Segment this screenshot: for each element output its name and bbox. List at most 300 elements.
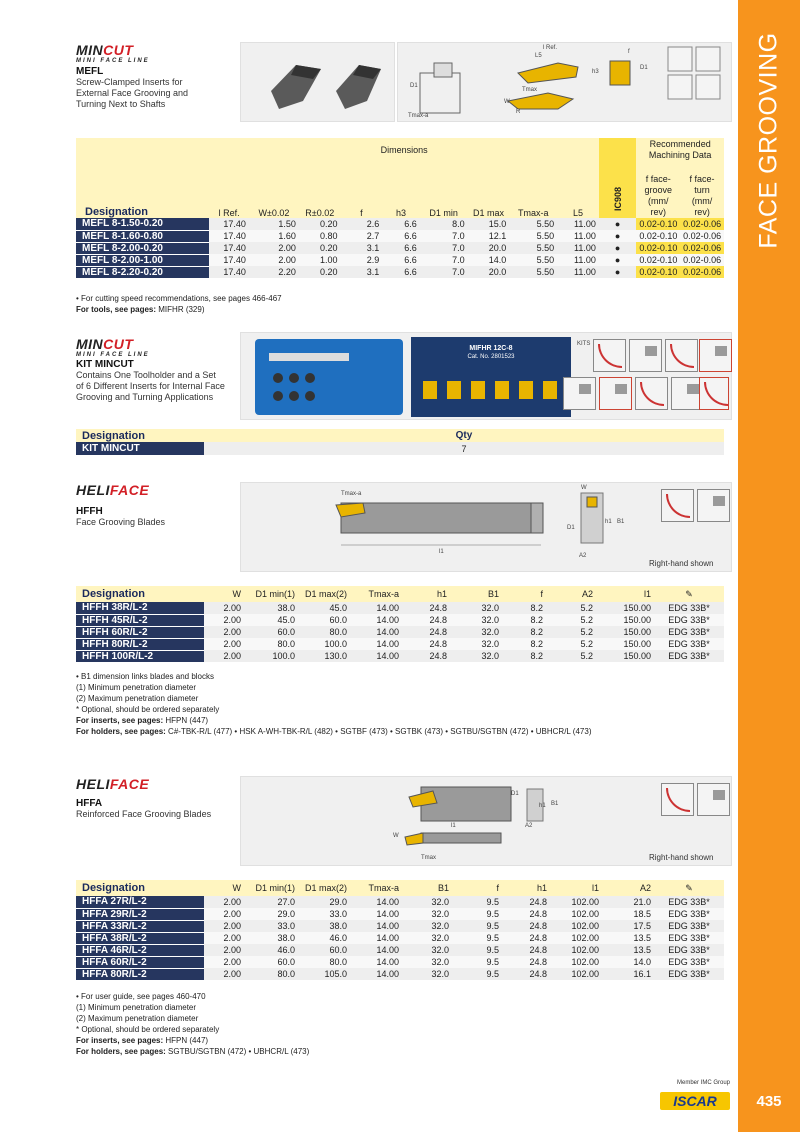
table-cell: 0.02-0.10 [636, 218, 680, 230]
table-cell: 80.0 [298, 626, 350, 638]
table-cell: 38.0 [244, 602, 298, 614]
table-cell: 0.20 [299, 218, 341, 230]
table-cell: 9.5 [452, 956, 502, 968]
table-cell: 105.0 [298, 968, 350, 980]
table-cell: 0.02-0.10 [636, 230, 680, 242]
table-cell: 7.0 [420, 230, 468, 242]
table-cell: 102.00 [550, 956, 602, 968]
dim-label: W [393, 833, 399, 839]
table-cell: 14.00 [350, 638, 402, 650]
table-cell: 0.02-0.06 [680, 254, 724, 266]
col-header: D1 min(1) [244, 586, 298, 602]
table-cell: 8.2 [502, 602, 546, 614]
table-row-designation: HFFH 80R/L-2 [76, 638, 204, 650]
table-cell: 150.00 [596, 638, 654, 650]
dimension-drawing-icon [398, 43, 733, 123]
mefl-dimension-drawing [397, 42, 732, 122]
table-row-designation: HFFH 60R/L-2 [76, 626, 204, 638]
table-cell: 5.50 [509, 254, 557, 266]
table-row-designation: HFFA 46R/L-2 [76, 944, 204, 956]
mefl-notes: • For cutting speed recommendations, see pages 466-467 For tools, see pages: MIFHR (329) [76, 294, 282, 314]
section-title: FACE GROOVING [754, 31, 783, 249]
col-header: D1 min(1) [244, 880, 298, 896]
table-cell: 14.00 [350, 614, 402, 626]
table-cell: 24.8 [502, 920, 550, 932]
insert-photo-icon [241, 43, 396, 123]
table-cell: 32.0 [402, 968, 452, 980]
table-cell: 5.2 [546, 638, 596, 650]
table-cell: EDG 33B* [654, 956, 724, 968]
grade-header: IC908 [599, 138, 637, 218]
designation-header: Designation [76, 880, 204, 896]
dim-label: f [628, 49, 630, 55]
feed-groove-header: f face- groove (mm/ rev) [636, 162, 680, 218]
table-cell: 13.5 [602, 932, 654, 944]
dim-label: l1 [439, 549, 444, 555]
table-cell: 2.7 [341, 230, 383, 242]
table-cell: 24.8 [502, 956, 550, 968]
dim-label: h1 [605, 519, 612, 525]
product-code-hffh: HFFH [76, 506, 103, 517]
col-header: h1 [402, 586, 450, 602]
hffa-spec-table [76, 880, 724, 981]
table-cell: 2.00 [204, 932, 244, 944]
table-cell: 32.0 [402, 956, 452, 968]
hffa-drawing [240, 776, 732, 866]
application-icon [665, 339, 698, 372]
table-cell: 7.0 [420, 242, 468, 254]
table-cell: 5.50 [509, 266, 557, 278]
application-icon [661, 783, 694, 816]
table-cell: 0.02-0.06 [680, 242, 724, 254]
table-cell: 80.0 [244, 968, 298, 980]
heliface-logo: HELIFACE [76, 482, 150, 498]
mincut-logo: MINCUT MINI FACE LINE [76, 336, 150, 358]
application-icon [697, 489, 730, 522]
table-cell: ● [599, 230, 637, 242]
table-cell: 102.00 [550, 920, 602, 932]
dim-label: h1 [539, 803, 546, 809]
table-cell: 60.0 [244, 626, 298, 638]
table-cell: 24.8 [402, 638, 450, 650]
table-cell: EDG 33B* [654, 638, 724, 650]
qty-header: Qty [204, 429, 724, 442]
table-cell: 102.00 [550, 968, 602, 980]
table-cell: EDG 33B* [654, 908, 724, 920]
table-cell: 14.00 [350, 650, 402, 662]
table-cell: 80.0 [244, 638, 298, 650]
table-cell: 0.20 [299, 266, 341, 278]
table-cell: EDG 33B* [654, 968, 724, 980]
table-cell: EDG 33B* [654, 920, 724, 932]
table-cell: 32.0 [450, 650, 502, 662]
table-cell: 2.00 [204, 638, 244, 650]
table-cell: 17.40 [209, 266, 249, 278]
table-cell: 102.00 [550, 944, 602, 956]
table-cell: 16.1 [602, 968, 654, 980]
table-cell: 14.0 [602, 956, 654, 968]
dim-label: W [504, 99, 510, 105]
table-cell: 6.6 [382, 242, 420, 254]
table-cell: 7.0 [420, 254, 468, 266]
product-code-hffa: HFFA [76, 798, 103, 809]
table-cell: 5.2 [546, 614, 596, 626]
hffh-notes: • B1 dimension links blades and blocks (1) Minimum penetration diameter (2) Maximum penetration diameter * Optional, should be ordered separately For inserts, see pages: HFPN (447) For holders, see pages: C#-TBK-R/L (477) • HSK A-WH-TBK-R/L (482) • SGTBF (473) • SGTBK (473) • SGTBU/SGTBN (472) • UBHCR/L (473) [76, 672, 592, 736]
heliface-logo: HELIFACE [76, 776, 150, 792]
col-header: h3 [382, 162, 420, 218]
hffh-drawing [240, 482, 732, 572]
table-cell: 29.0 [244, 908, 298, 920]
table-cell: 2.00 [249, 254, 299, 266]
kit-table [76, 429, 724, 456]
table-cell: 2.00 [204, 944, 244, 956]
table-cell: 32.0 [450, 614, 502, 626]
wrench-icon: ✎ [654, 880, 724, 896]
col-header: W [204, 586, 244, 602]
table-cell: 24.8 [402, 614, 450, 626]
table-cell: 45.0 [244, 614, 298, 626]
table-cell: 11.00 [557, 242, 599, 254]
table-cell: 60.0 [298, 614, 350, 626]
table-cell: 32.0 [450, 602, 502, 614]
table-cell: 9.5 [452, 896, 502, 908]
dim-label: D1 [567, 525, 575, 531]
table-cell: EDG 33B* [654, 614, 724, 626]
table-cell: ● [599, 242, 637, 254]
table-cell: 38.0 [298, 920, 350, 932]
table-row [76, 908, 724, 920]
table-cell: 14.00 [350, 908, 402, 920]
table-row [76, 254, 724, 266]
table-cell: 33.0 [298, 908, 350, 920]
table-cell: 6.6 [382, 218, 420, 230]
dim-label: D1 [511, 791, 519, 797]
col-header: Tmax-a [350, 586, 402, 602]
table-cell: 33.0 [244, 920, 298, 932]
table-cell: 0.02-0.06 [680, 218, 724, 230]
table-cell: 8.2 [502, 626, 546, 638]
table-row-designation: MEFL 8-1.60-0.80 [76, 230, 209, 242]
table-cell: 14.00 [350, 956, 402, 968]
mincut-logo: MINCUT MINI FACE LINE [76, 42, 150, 64]
table-cell: 11.00 [557, 266, 599, 278]
table-cell: 8.0 [420, 218, 468, 230]
table-cell: 8.2 [502, 614, 546, 626]
table-cell: EDG 33B* [654, 650, 724, 662]
table-cell: 100.0 [244, 650, 298, 662]
table-cell: 11.00 [557, 218, 599, 230]
table-cell: 7.0 [420, 266, 468, 278]
table-cell: ● [599, 266, 637, 278]
table-cell: 8.2 [502, 650, 546, 662]
table-cell: 32.0 [450, 638, 502, 650]
table-row [76, 932, 724, 944]
table-cell: 14.00 [350, 932, 402, 944]
table-cell: 11.00 [557, 230, 599, 242]
hffa-table-body [76, 896, 724, 980]
product-desc-hffa: Reinforced Face Grooving Blades [76, 809, 212, 819]
iscar-logo: Member IMC Group ISCAR [650, 1080, 730, 1114]
table-cell: 6.6 [382, 254, 420, 266]
table-row [76, 638, 724, 650]
table-cell: 80.0 [298, 956, 350, 968]
application-icon [697, 783, 730, 816]
dim-label: A2 [579, 553, 587, 559]
table-cell: 102.00 [550, 932, 602, 944]
col-header: D1 min [420, 162, 468, 218]
dim-label: Tmax-a [341, 491, 362, 497]
kit-card-photo: MIFHR 12C-8 Cat. No. 2801523 [411, 337, 571, 417]
dim-label: B1 [617, 519, 625, 525]
table-cell: 9.5 [452, 920, 502, 932]
designation-header: Designation [85, 206, 148, 218]
table-row-designation: MEFL 8-2.00-0.20 [76, 242, 209, 254]
col-header: Tmax-a [350, 880, 402, 896]
dim-label: L5 [535, 53, 542, 59]
table-cell: 2.00 [204, 956, 244, 968]
application-icon [635, 377, 668, 410]
dim-label: D1 [640, 65, 648, 71]
table-cell: 32.0 [450, 626, 502, 638]
table-cell: 9.5 [452, 944, 502, 956]
hffa-notes: • For user guide, see pages 460-470 (1) Minimum penetration diameter (2) Maximum penetration diameter * Optional, should be ordered separately For inserts, see pages: HFPN (447) For holders, see pages: SGTBU/SGTBN (472) • UBHCR/L (473) [76, 992, 310, 1056]
table-row-designation: MEFL 8-2.00-1.00 [76, 254, 209, 266]
table-cell: 24.8 [502, 932, 550, 944]
col-header: R±0.02 [299, 162, 341, 218]
feed-turn-header: f face- turn (mm/ rev) [680, 162, 724, 218]
col-header: L5 [557, 162, 599, 218]
table-cell: 2.6 [341, 218, 383, 230]
table-row-designation: HFFA 38R/L-2 [76, 932, 204, 944]
right-hand-note: Right-hand shown [649, 853, 714, 862]
dim-label: h3 [592, 69, 599, 75]
table-cell: EDG 33B* [654, 896, 724, 908]
table-cell: 1.60 [249, 230, 299, 242]
table-cell: 2.00 [249, 242, 299, 254]
dim-label: A2 [525, 823, 533, 829]
table-cell: 1.50 [249, 218, 299, 230]
kits-label: KITS [577, 341, 591, 347]
table-cell: 5.50 [509, 242, 557, 254]
dim-label: Tmax-a [408, 113, 429, 119]
table-cell: 150.00 [596, 602, 654, 614]
table-cell: 130.0 [298, 650, 350, 662]
dim-label: Tmax [421, 855, 436, 861]
table-cell: 14.00 [350, 968, 402, 980]
table-cell: 32.0 [402, 920, 452, 932]
product-desc-kit: Contains One Toolholder and a Set of 6 Different Inserts for Internal Face Grooving and Turning Applications [76, 370, 225, 402]
col-header: D1 max(2) [298, 880, 350, 896]
table-cell: 9.5 [452, 932, 502, 944]
table-cell: 0.80 [299, 230, 341, 242]
table-row-designation: HFFA 29R/L-2 [76, 908, 204, 920]
application-icon [563, 377, 596, 410]
col-header: f [452, 880, 502, 896]
table-cell: 24.8 [402, 650, 450, 662]
col-header: D1 max [468, 162, 510, 218]
mefl-spec-table [76, 138, 724, 279]
table-cell: 2.00 [204, 968, 244, 980]
table-cell: 60.0 [298, 944, 350, 956]
table-cell: 7 [204, 442, 724, 455]
kit-case-photo [255, 339, 403, 415]
col-header: B1 [450, 586, 502, 602]
table-cell: 14.00 [350, 626, 402, 638]
dim-label: l Ref. [543, 45, 558, 51]
table-row-designation: HFFH 45R/L-2 [76, 614, 204, 626]
col-header: l1 [550, 880, 602, 896]
designation-header: Designation [76, 429, 204, 442]
table-cell: 150.00 [596, 626, 654, 638]
table-cell: 5.50 [509, 218, 557, 230]
dim-label: D1 [410, 83, 418, 89]
table-row-designation: HFFA 27R/L-2 [76, 896, 204, 908]
kit-photos [240, 332, 732, 420]
application-icon [629, 339, 662, 372]
table-row [76, 230, 724, 242]
table-cell: 14.00 [350, 896, 402, 908]
table-cell: 0.02-0.06 [680, 230, 724, 242]
table-cell: 2.00 [204, 602, 244, 614]
table-cell: 32.0 [402, 932, 452, 944]
table-cell: 18.5 [602, 908, 654, 920]
table-cell: 0.02-0.10 [636, 266, 680, 278]
table-cell: 17.40 [209, 254, 249, 266]
table-cell: 2.00 [204, 650, 244, 662]
machining-data-header: Recommended Machining Data [636, 138, 724, 162]
table-cell: 24.8 [402, 602, 450, 614]
col-header: l1 [596, 586, 654, 602]
designation-header: Designation [76, 586, 204, 602]
table-row-designation: HFFH 38R/L-2 [76, 602, 204, 614]
table-row-designation: HFFH 100R/L-2 [76, 650, 204, 662]
table-row-designation: HFFA 80R/L-2 [76, 968, 204, 980]
table-row [76, 602, 724, 614]
table-row [76, 242, 724, 254]
table-cell: EDG 33B* [654, 944, 724, 956]
table-cell: EDG 33B* [654, 626, 724, 638]
table-row [76, 968, 724, 980]
table-cell: 2.00 [204, 614, 244, 626]
table-cell: 150.00 [596, 650, 654, 662]
table-cell: EDG 33B* [654, 932, 724, 944]
table-cell: 24.8 [402, 626, 450, 638]
table-row [76, 896, 724, 908]
table-cell: 24.8 [502, 896, 550, 908]
table-cell: 17.5 [602, 920, 654, 932]
table-cell: 9.5 [452, 908, 502, 920]
table-cell: 0.02-0.10 [636, 242, 680, 254]
table-cell: 2.9 [341, 254, 383, 266]
col-header: A2 [546, 586, 596, 602]
table-cell: 15.0 [468, 218, 510, 230]
product-code-mefl: MEFL [76, 66, 104, 77]
table-cell: 32.0 [402, 908, 452, 920]
table-cell: 32.0 [402, 896, 452, 908]
application-icon [593, 339, 626, 372]
table-row-designation: HFFA 33R/L-2 [76, 920, 204, 932]
dim-label: B1 [551, 801, 559, 807]
table-cell: 5.2 [546, 650, 596, 662]
table-cell: 2.20 [249, 266, 299, 278]
table-cell: 0.20 [299, 242, 341, 254]
table-cell: 32.0 [402, 944, 452, 956]
table-cell: 0.02-0.10 [636, 254, 680, 266]
table-cell: 27.0 [244, 896, 298, 908]
col-header: B1 [402, 880, 452, 896]
wrench-icon: ✎ [654, 586, 724, 602]
dim-label: R [516, 109, 521, 115]
table-row [76, 956, 724, 968]
product-desc-mefl: Screw-Clamped Inserts for External Face Grooving and Turning Next to Shafts [76, 77, 189, 109]
col-header: W±0.02 [249, 162, 299, 218]
table-cell: 60.0 [244, 956, 298, 968]
col-header: h1 [502, 880, 550, 896]
table-cell: 20.0 [468, 242, 510, 254]
table-row [76, 944, 724, 956]
table-cell: 3.1 [341, 242, 383, 254]
table-cell: 1.00 [299, 254, 341, 266]
hffh-spec-table [76, 586, 724, 663]
table-cell: EDG 33B* [654, 602, 724, 614]
table-cell: 46.0 [244, 944, 298, 956]
table-cell: 17.40 [209, 230, 249, 242]
table-cell: 0.02-0.06 [680, 266, 724, 278]
table-cell: 29.0 [298, 896, 350, 908]
right-hand-note: Right-hand shown [649, 559, 714, 568]
table-cell: 2.00 [204, 626, 244, 638]
table-cell: 13.5 [602, 944, 654, 956]
table-cell: 6.6 [382, 266, 420, 278]
table-cell: 11.00 [557, 254, 599, 266]
application-icon [699, 339, 732, 372]
table-cell: ● [599, 218, 637, 230]
table-row [76, 266, 724, 278]
table-cell: 6.6 [382, 230, 420, 242]
table-cell: 2.00 [204, 908, 244, 920]
col-header: A2 [602, 880, 654, 896]
dim-label: l1 [451, 823, 456, 829]
table-cell: 5.2 [546, 602, 596, 614]
table-cell: 100.0 [298, 638, 350, 650]
table-row [76, 626, 724, 638]
col-header: l Ref. [209, 162, 249, 218]
table-cell: 12.1 [468, 230, 510, 242]
table-cell: 150.00 [596, 614, 654, 626]
table-cell: 45.0 [298, 602, 350, 614]
col-header: D1 max(2) [298, 586, 350, 602]
table-cell: 102.00 [550, 896, 602, 908]
table-cell: 14.00 [350, 602, 402, 614]
table-cell: 24.8 [502, 944, 550, 956]
mefl-table-body [76, 218, 724, 278]
dim-label: W [581, 485, 587, 491]
table-cell: 2.00 [204, 896, 244, 908]
table-cell: 46.0 [298, 932, 350, 944]
table-row-designation: MEFL 8-2.20-0.20 [76, 266, 209, 278]
table-cell: 17.40 [209, 218, 249, 230]
table-row [76, 218, 724, 230]
table-cell: 20.0 [468, 266, 510, 278]
page-number: 435 [756, 1093, 782, 1110]
dim-label: Tmax [522, 87, 537, 93]
table-cell: 14.0 [468, 254, 510, 266]
table-row [76, 920, 724, 932]
product-code-kit: KIT MINCUT [76, 359, 134, 370]
col-header: f [502, 586, 546, 602]
table-cell: 14.00 [350, 944, 402, 956]
table-cell: 17.40 [209, 242, 249, 254]
